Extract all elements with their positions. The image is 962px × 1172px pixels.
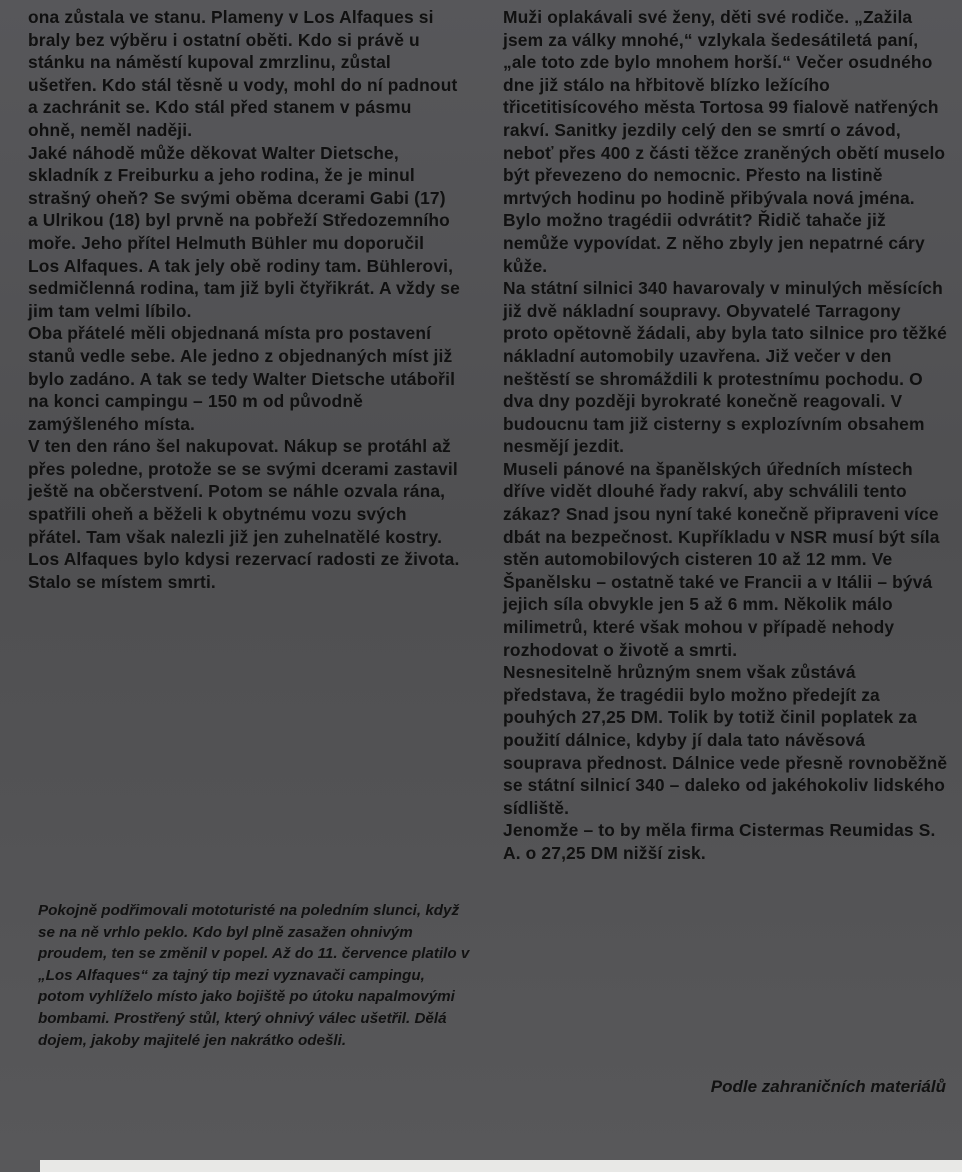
paragraph: Oba přátelé měli objednaná místa pro postavení stanů vedle sebe. Ale jedno z objednaných míst již bylo zadáno. A tak se tedy Walter Dietsche utábořil na konci campingu – 150 m od původně zamýšleného místa.: [28, 323, 456, 434]
paragraph: V ten den ráno šel nakupovat. Nákup se protáhl až přes poledne, protože se se svými dcerami zastavil ještě na občerstvení. Potom se náhle ozvala rána, spatřili oheň a běželi k obytnému vozu svých přátel. Tam však nalezli již jen zuhelnatělé kostry.: [28, 436, 458, 547]
paragraph: Los Alfaques bylo kdysi rezervací radosti ze života. Stalo se místem smrti.: [28, 549, 460, 592]
photo-caption: Pokojně podřimovali mototuristé na poledním slunci, když se na ně vrhlo peklo. Kdo byl plně zasažen ohnivým proudem, ten se změnil v popel. Až do 11. července platilo v „Los Alfaques“ za tajný tip mezi vyznavači campingu, potom vyhlíželo místo jako bojiště po útoku napalmovými bombami. Prostřený stůl, který ohnivý válec ušetřil. Dělá dojem, jakoby majitelé jen nakrátko odešli.: [38, 902, 470, 1049]
source-credit: Podle zahraničních materiálů: [710, 1077, 946, 1096]
article-right-column: [503, 6, 948, 865]
paragraph: Museli pánové na španělských úředních místech dříve vidět dlouhé řady rakví, aby schválili tento zákaz? Snad jsou nyní také konečně připraveni více dbát na bezpečnost. Kupříkladu v NSR musí být síla stěn automobilových cisteren 10 až 12 mm. Ve Španělsku – ostatně také ve Francii a v Itálii – bývá jejich síla obvykle jen 5 až 6 mm. Několik málo milimetrů, které však mohou v případě nehody rozhodovat o životě a smrti.: [503, 458, 940, 660]
paragraph: Jenomže – to by měla firma Cistermas Reumidas S. A. o 27,25 DM nižší zisk.: [503, 820, 936, 863]
paragraph: Muži oplakávali své ženy, děti své rodiče. „Zažila jsem za války mnohé,“ vzlykala šedesátiletá paní, „ale toto zde bylo mnohem horší.“ Večer osudného dne již stálo na hřbitově blízko ležícího třicetitisícového města Tortosa 99 fialově natřených rakví. Sanitky jezdily celý den se smrtí o závod, neboť přes 400 z části těžce zraněných obětí muselo být převezeno do nemocnic. Přesto na listině mrtvých hodinu po hodině přibývala nová jména.: [503, 7, 946, 208]
paragraph: Jaké náhodě může děkovat Walter Dietsche, skladník z Freiburku a jeho rodina, že je minul strašný oheň? Se svými oběma dcerami Gabi (17) a Ulrikou (18) byl prvně na pobřeží Středozemního moře. Jeho přítel Helmuth Bühler mu doporučil Los Alfaques. A tak jely obě rodiny tam. Bühlerovi, sedmičlenná rodina, tam již byli čtyřikrát. A vždy se jim tam velmi líbilo.: [28, 142, 460, 321]
article-left-column: [28, 6, 460, 593]
paragraph: Na státní silnici 340 havarovaly v minulých měsících již dvě nákladní soupravy. Obyvatelé Tarragony proto opětovně žádali, aby byla tato silnice pro těžké nákladní automobily uzavřena. Již večer v den neštěstí se shromáždili k protestnímu pochodu. O dva dny později byrokraté konečně reagovali. V budoucnu tam již cisterny s explozívním obsahem nesmějí jezdit.: [503, 278, 947, 457]
paragraph: Bylo možno tragédii odvrátit? Řidič tahače již nemůže vypovídat. Z něho zbyly jen nepatrné cáry kůže.: [503, 210, 925, 276]
paragraph: ona zůstala ve stanu. Plameny v Los Alfaques si braly bez výběru i ostatní oběti. Kdo si právě u stánku na náměstí kupoval zmrzlinu, zůstal ušetřen. Kdo stál těsně u vody, mohl do ní padnout a zachránit se. Kdo stál před stanem v pásmu ohně, neměl naději.: [28, 7, 458, 140]
paragraph: Nesnesitelně hrůzným snem však zůstává představa, že tragédii bylo možno předejít za pouhých 27,25 DM. Tolik by totiž činil poplatek za použití dálnice, kdyby jí dala tato návěsová souprava přednost. Dálnice vede přesně rovnoběžně se státní silnicí 340 – daleko od jakéhokoliv lidského sídliště.: [503, 662, 948, 818]
page-edge-strip: [40, 1160, 962, 1172]
